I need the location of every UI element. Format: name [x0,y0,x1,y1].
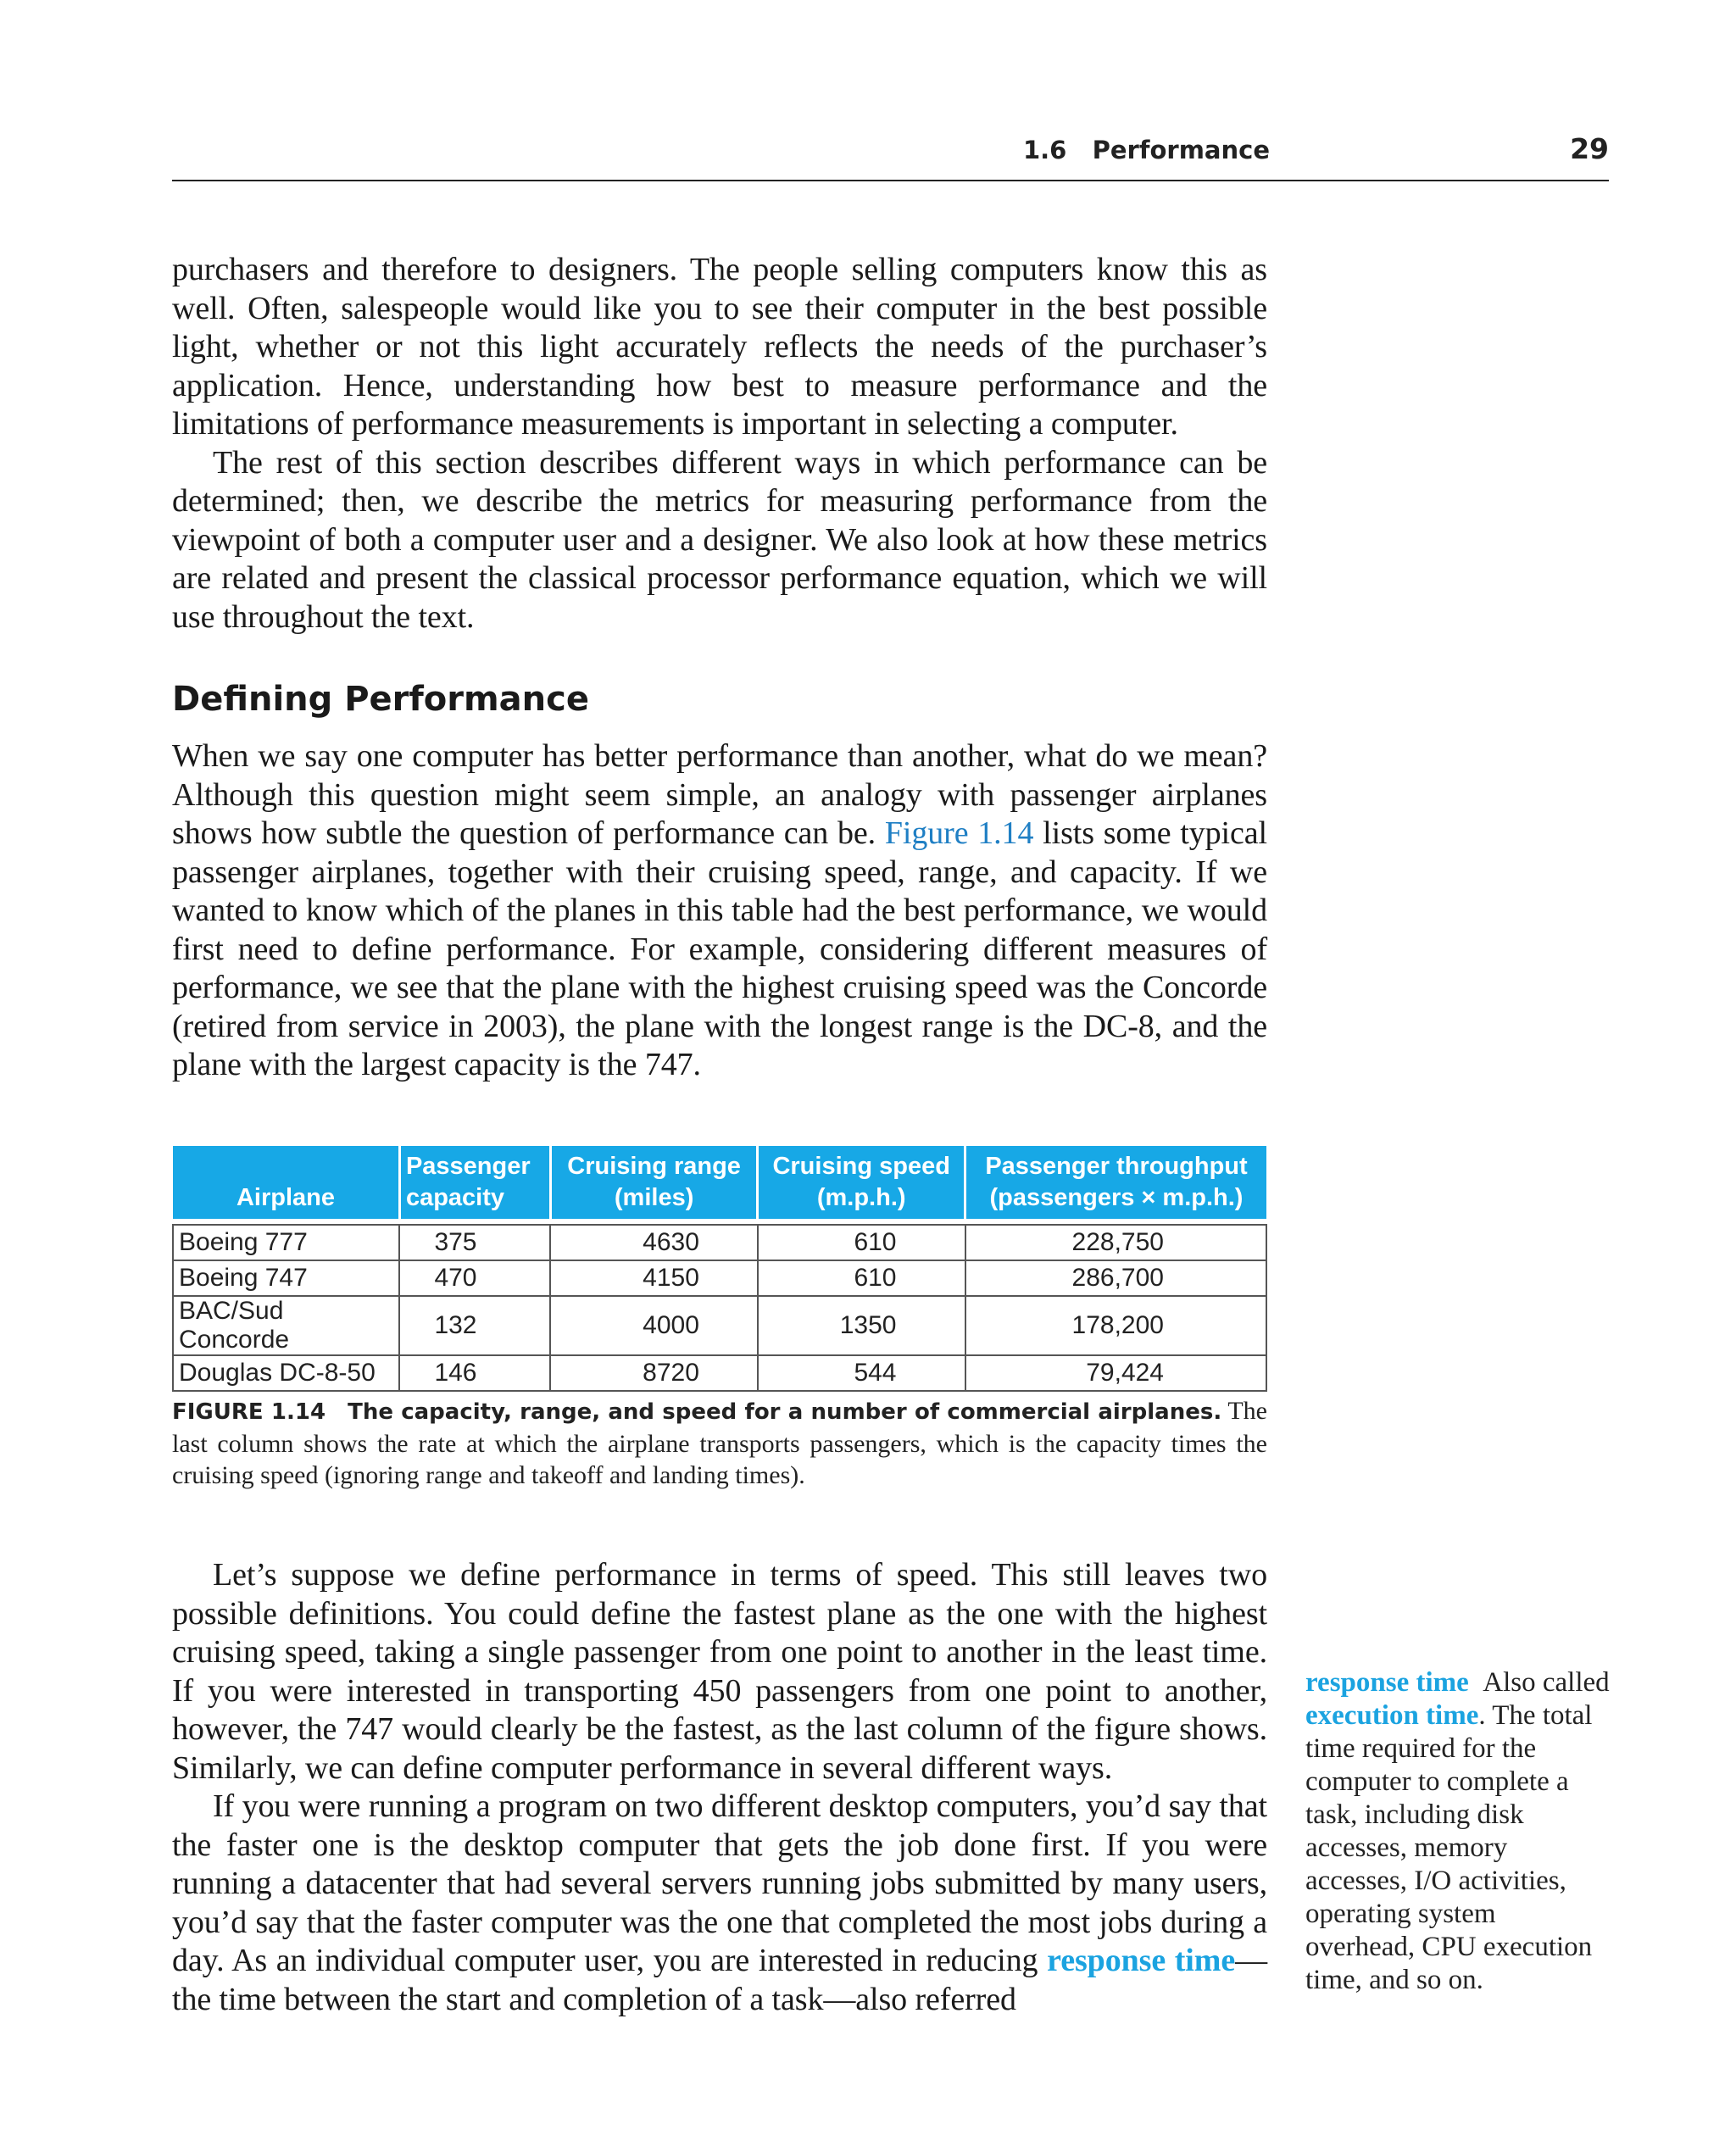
cell-capacity: 132 [399,1296,550,1355]
defining-paragraph [172,737,1267,1085]
cell-throughput: 79,424 [965,1355,1267,1391]
figure-link[interactable]: Figure 1.14 [884,815,1034,851]
cell-capacity: 375 [399,1225,550,1260]
lower-text-before: If you were running a program on two different desktop computers, you’d say that the faster one is the desktop computer that gets the job done first. If you were running a datacenter that had several servers running jobs submitted by many users, you’d say that the faster computer was the one that completed the most jobs during a day. As an individual computer user, you are interested in reducing [172,1788,1267,1978]
table-row [173,1355,1266,1391]
figure-caption-text: The last column shows the rate at which the airplane transports passengers, which is the capacity times the cruising speed (ignoring range and takeoff and landing times). [172,1397,1267,1489]
header-airplane: Airplane [173,1146,399,1219]
intro-text [172,251,1267,637]
cell-speed: 544 [758,1355,965,1391]
cell-speed: 1350 [758,1296,965,1355]
page-number: 29 [1570,132,1609,165]
table-row [173,1296,1266,1355]
cell-airplane: BAC/Sud Concorde [173,1296,399,1355]
cell-airplane: Boeing 777 [173,1225,399,1260]
running-head-section: 1.6 Performance [1022,136,1270,164]
cell-throughput: 228,750 [965,1225,1267,1260]
intro-paragraph-1: purchasers and therefore to designers. The people selling computers know this as well. Often, salespeople would like you to see their computer in the best possible light, whether or not this light accurately reflects the needs of the purchaser’s application. Hence, understanding how best to measure performance and the limitations of performance measurements is important in selecting a computer. [172,252,1267,442]
margin-definition: The total time required for the computer to complete a task, including disk accesses, memory accesses, I/O activities, operating system overhead, CPU execution time, and so on. [1305,1700,1593,1995]
header-cruising-speed: Cruising speed (m.p.h.) [758,1146,965,1219]
cell-throughput: 178,200 [965,1296,1267,1355]
airplane-table [172,1146,1267,1392]
margin-also-called: Also called [1483,1667,1610,1698]
intro-paragraph-2: The rest of this section describes different ways in which performance can be determined; then, we describe the metrics for measuring performance from the viewpoint of both a computer user and a designer. We also look at how these metrics are related and present the classical processor performance equation, which we will use throughout the text. [172,444,1267,635]
table-row [173,1260,1266,1296]
running-head [172,127,1609,181]
lower-paragraph-2 [172,1788,1267,2019]
header-passenger-throughput: Passenger throughput (passengers × m.p.h.) [965,1146,1267,1219]
cell-range: 4000 [550,1296,758,1355]
cell-range: 8720 [550,1355,758,1391]
defining-text-before: When we say one computer has better performance than another, what do we mean? Although this question might seem simple, an analogy with passenger airplanes shows how subtle the question of performance can be. [172,738,1267,851]
margin-term-execution-time: execution time [1305,1700,1479,1731]
figure-title: The capacity, range, and speed for a number of commercial airplanes. [348,1399,1222,1425]
cell-speed: 610 [758,1225,965,1260]
cell-capacity: 146 [399,1355,550,1391]
lower-paragraph-1: Let’s suppose we define performance in terms of speed. This still leaves two possible definitions. You could define the fastest plane as the one with the highest cruising speed, taking a single passenger from one point to another in the least time. If you were interested in transporting 450 passengers from one point to another, however, the 747 would clearly be the fastest, as the last column of the figure shows. Similarly, we can define computer performance in several different ways. [172,1557,1267,1786]
header-cruising-range: Cruising range (miles) [550,1146,758,1219]
cell-throughput: 286,700 [965,1260,1267,1296]
cell-range: 4630 [550,1225,758,1260]
figure-caption [172,1395,1267,1491]
cell-airplane: Boeing 747 [173,1260,399,1296]
cell-range: 4150 [550,1260,758,1296]
header-passenger-capacity: Passenger capacity [399,1146,550,1219]
response-time-term: response time [1047,1943,1236,1978]
cell-speed: 610 [758,1260,965,1296]
defining-text [172,737,1267,1085]
lower-text-after: —the time between the start and completion of a task—also referred [172,1943,1267,2017]
margin-period: . [1478,1700,1486,1731]
margin-term-response-time: response time [1305,1667,1469,1698]
figure-label: FIGURE 1.14 [172,1399,326,1425]
margin-glossary-note [1305,1666,1611,1997]
defining-text-after: lists some typical passenger airplanes, together with their cruising speed, range, and capacity. If we wanted to know which of the planes in this table had the best performance, we would first need to define performance. For example, considering different measures of performance, we see that the plane with the highest cruising speed was the Concorde (retired from service in 2003), the plane with the longest range is the DC-8, and the plane with the largest capacity is the 747. [172,815,1267,1082]
table-row [173,1225,1266,1260]
cell-capacity: 470 [399,1260,550,1296]
cell-airplane: Douglas DC-8-50 [173,1355,399,1391]
section-heading: Defining Performance [172,680,589,719]
lower-text [172,1556,1267,2019]
table-header-row [173,1146,1266,1219]
